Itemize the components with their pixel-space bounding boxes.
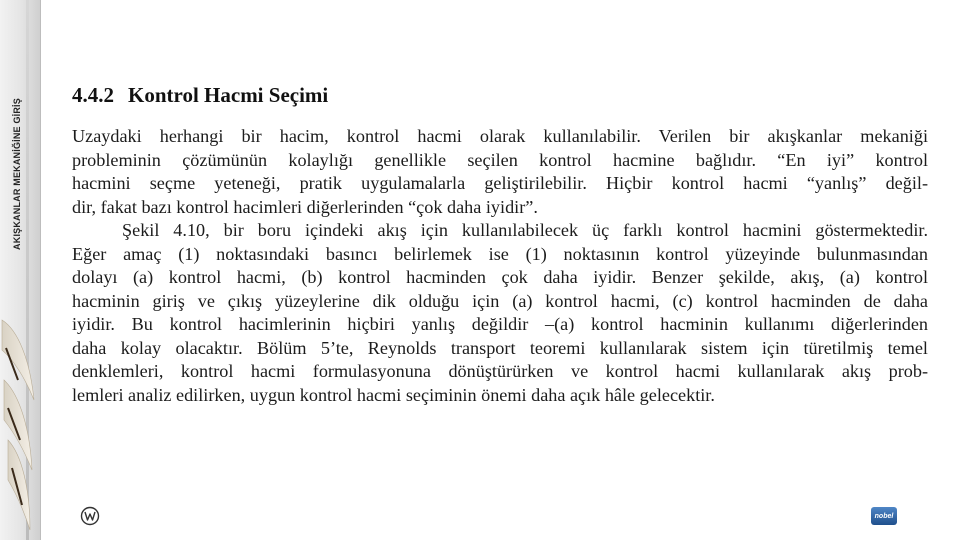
section-number: 4.4.2 (72, 83, 114, 107)
book-title-vertical (2, 74, 32, 274)
body-text (72, 125, 928, 407)
nobel-logo-icon (871, 507, 897, 525)
paragraph-line: dir, fakat bazı kontrol hacimleri diğerlerinden “çok daha iyidir”. (72, 196, 538, 217)
paragraph-line: Uzaydaki herhangi bir hacim, kontrol hacmi olarak kullanılabilir. Verilen bir akışkanlar mekaniği (72, 126, 928, 146)
paragraph-line: lemleri analiz edilirken, uygun kontrol hacmi seçiminin önemi daha açık hâle gelecektir. (72, 384, 715, 405)
paragraph-line: Eğer amaç (1) noktasındaki basıncı belirlemek ise (1) noktasının kontrol yüzeyinde bulunmasından (72, 243, 928, 264)
paragraph-line: hacminin giriş ve çıkış yüzeylerine dik olduğu için (a) kontrol hacmi, (c) kontrol hacminden de daha (72, 290, 928, 311)
wiley-logo-icon (80, 506, 100, 526)
paragraph-line: Şekil 4.10, bir boru içindeki akış için kullanılabilecek üç farklı kontrol hacmini göstermektedir. (122, 220, 928, 240)
paragraph-line: hacmini seçme yeteneği, pratik uygulamalarla geliştirilebilir. Hiçbir kontrol hacmi “yanlış” değil- (72, 173, 928, 193)
paragraph-line: iyidir. Bu kontrol hacimlerinin hiçbiri yanlış değildir –(a) kontrol hacminin kullanımı diğerlerinden (72, 314, 928, 334)
feather-decoration-icon (0, 290, 40, 540)
paragraph-line: denklemleri, kontrol hacmi formulasyonuna dönüştürürken ve kontrol hacmi kullanılarak akış prob- (72, 361, 928, 381)
section-heading (72, 83, 328, 108)
paragraph-line: daha kolay olacaktır. Bölüm 5’te, Reynolds transport teoremi kullanılarak sistem için türetilmiş temel (72, 337, 928, 358)
book-title-text: AKIŞKANLAR MEKANİĞİNE GİRİŞ (12, 98, 22, 250)
section-title: Kontrol Hacmi Seçimi (128, 83, 329, 107)
paragraph-line: dolayı (a) kontrol hacmi, (b) kontrol hacminden çok daha iyidir. Benzer şekilde, akış, (a) kontrol (72, 267, 928, 287)
nobel-logo-text: nobel (874, 512, 894, 520)
paragraph-line: probleminin çözümünün kolaylığı genellikle seçilen kontrol hacmine bağlıdır. “En iyi” kontrol (72, 149, 928, 170)
decorative-side-strip (0, 0, 41, 540)
